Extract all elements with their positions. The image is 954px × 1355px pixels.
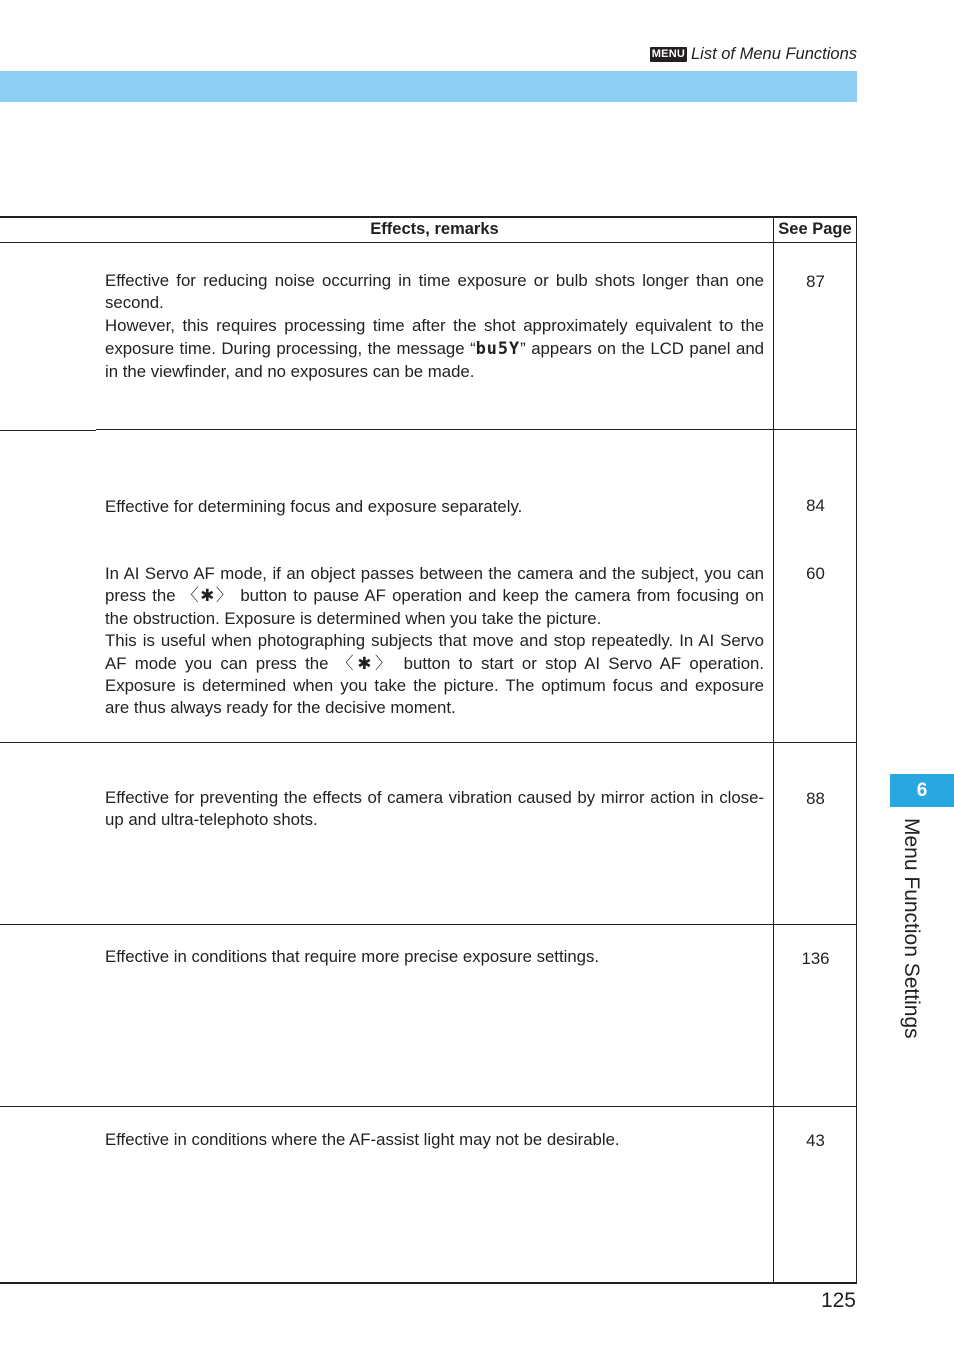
- column-header-effects: Effects, remarks: [370, 220, 499, 238]
- effects-text: Effective for reducing noise occurring in time exposure or bulb shots longer than one second.: [105, 271, 764, 313]
- menu-icon: MENU: [651, 48, 685, 60]
- table-column-rule: [773, 216, 774, 1283]
- table-row-effects: Effective for determining focus and exposure separately.: [105, 497, 523, 516]
- table-row-effects: Effective in conditions that require more precise exposure settings.: [105, 947, 600, 966]
- table-bottom-rule: [0, 1282, 857, 1284]
- busy-lcd-message: bu5Y: [475, 338, 521, 359]
- table-row-rule: [96, 429, 857, 430]
- menu-functions-table: [0, 216, 857, 1283]
- table-row-effects: Effective in conditions where the AF-assist light may not be desirable.: [105, 1130, 620, 1149]
- table-row-rule: [0, 1106, 857, 1107]
- table-row-rule: [0, 742, 857, 743]
- running-header-title: List of Menu Functions: [691, 45, 857, 63]
- table-right-rule: [856, 216, 857, 1283]
- af-stop-button-icon: 〈✱〉: [181, 586, 235, 606]
- effects-text: ” appears on the LCD panel and in the viewfinder, and no exposures can be made.: [105, 339, 764, 381]
- table-row-rule: [0, 430, 96, 431]
- see-page-number: 43: [806, 1131, 825, 1150]
- effects-text: This is useful when photographing subjects that move and stop repeatedly. In AI Servo AF mode you can press the: [105, 631, 764, 673]
- column-header-see-page: See Page: [778, 220, 852, 238]
- table-row-effects: [105, 563, 764, 720]
- effects-text: button to start or stop AI Servo AF operation. Exposure is determined when you take the picture. The optimum focus and exposure are thus always ready for the decisive moment.: [105, 653, 765, 718]
- see-page-number: 84: [806, 496, 825, 515]
- see-page-number: 60: [806, 564, 825, 583]
- effects-text: button to pause AF operation and keep the camera from focusing on the obstruction. Exposure is determined when you take the picture.: [105, 586, 764, 628]
- page-number: 125: [820, 1289, 856, 1312]
- table-row-rule: [0, 924, 857, 925]
- see-page-number: 88: [806, 789, 825, 808]
- af-stop-button-icon: 〈✱〉: [336, 653, 396, 673]
- table-header-rule: [0, 242, 857, 243]
- effects-text: In AI Servo AF mode, if an object passes between the camera and the subject, you can press the: [105, 564, 764, 606]
- running-header: [650, 45, 857, 64]
- table-row-effects: [105, 270, 764, 383]
- chapter-title: Menu Function Settings: [900, 818, 923, 1039]
- header-color-bar: [0, 71, 857, 102]
- table-row-effects: Effective for preventing the effects of camera vibration caused by mirror action in close-up and ultra-telephoto shots.: [105, 788, 764, 830]
- see-page-number: 136: [801, 949, 830, 968]
- effects-text: However, this requires processing time after the shot approximately equivalent to the exposure time. During processing, the message “: [105, 315, 764, 359]
- chapter-number-tab: 6: [890, 774, 954, 807]
- see-page-number: 87: [806, 272, 825, 291]
